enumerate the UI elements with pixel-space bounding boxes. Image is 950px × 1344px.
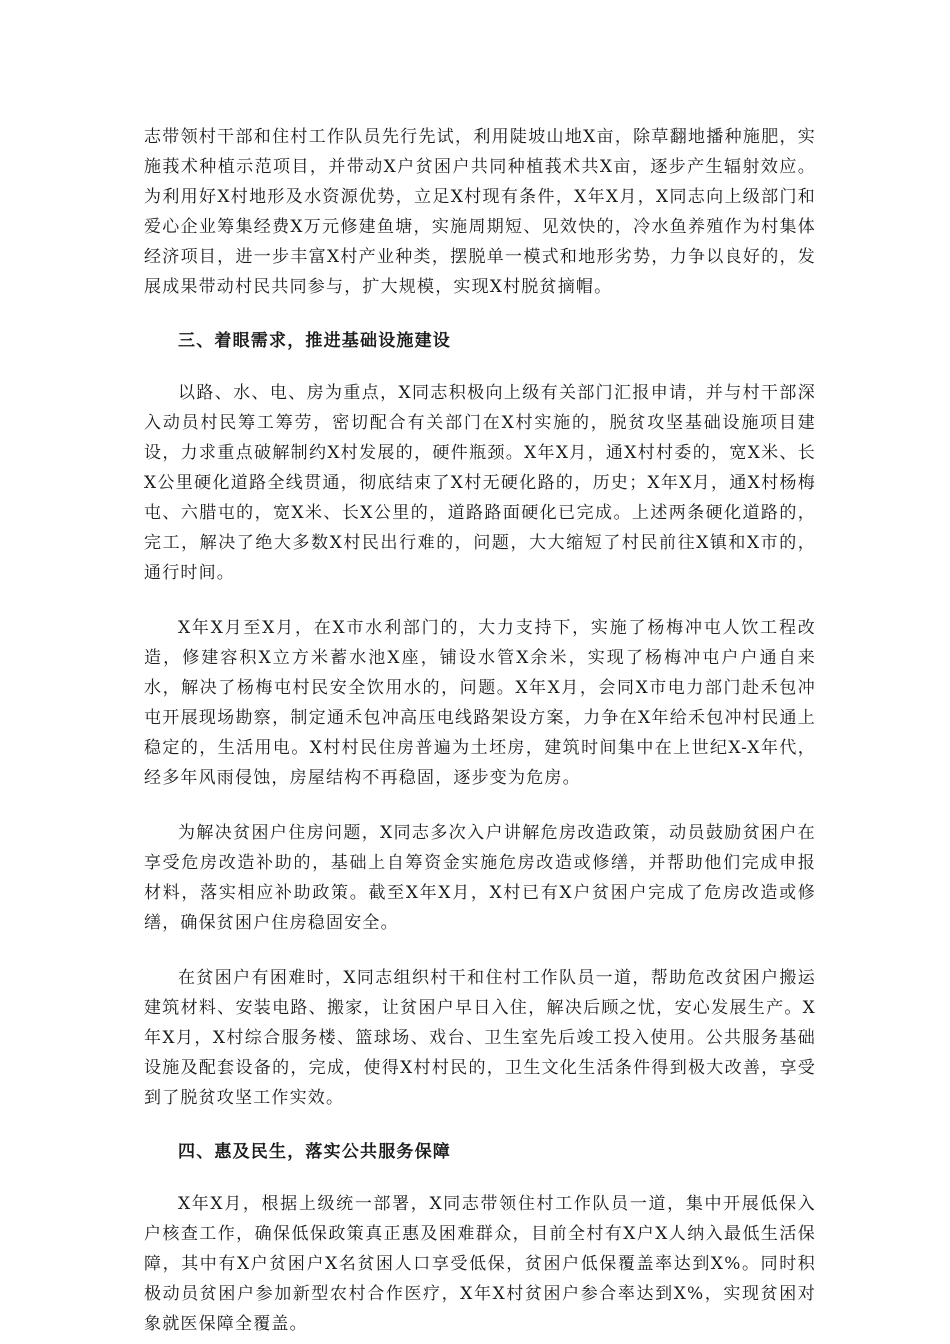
spacer <box>144 793 816 818</box>
spacer <box>144 938 816 963</box>
section-4-heading: 四、惠及民生，落实公共服务保障 <box>178 1142 451 1162</box>
section-4-paragraph-1: X年X月，根据上级统一部署，X同志带领住村工作队员一道，集中开展低保入户核查工作，确保低保政策真正惠及困难群众，目前全村有X户X人纳入最低生活保障，其中有X户贫困户X名贫困人口享受低保，贫困户低保覆盖率达到X%。同时积极动员贫困户参加新型农村合作医疗，X年X村贫困户参合率达到X%，实现贫困对象就医保障全覆盖。 <box>144 1194 816 1334</box>
spacer <box>144 1113 816 1137</box>
spacer <box>144 588 816 613</box>
continued-paragraph: 志带领村干部和住村工作队员先行先试，利用陡坡山地X亩，除草翻地播种施肥，实施莪术种植示范项目，并带动X户贫困户共同种植莪术共X亩，逐步产生辐射效应。为利用好X村地形及水资源优势，立足X村现有条件，X年X月，X同志向上级部门和爱心企业筹集经费X万元修建鱼塘，实施周期短、见效快的，冷水鱼养殖作为村集体经济项目，进一步丰富X村产业种类，摆脱单一模式和地形劣势，力争以良好的，发展成果带动村民共同参与，扩大规模，实现X村脱贫摘帽。 <box>144 127 816 297</box>
spacer <box>144 356 816 378</box>
section-3-paragraph-3: 为解决贫困户住房问题，X同志多次入户讲解危房改造政策，动员鼓励贫困户在享受危房改造补助的，基础上自筹资金实施危房改造或修缮，并帮助他们完成申报材料，落实相应补助政策。截至X年X月，X村已有X户贫困户完成了危房改造或修缮，确保贫困户住房稳固安全。 <box>144 823 816 933</box>
section-3-paragraph-4: 在贫困户有困难时，X同志组织村干和住村工作队员一道，帮助危改贫困户搬运建筑材料、安装电路、搬家，让贫困户早日入住，解决后顾之忧，安心发展生产。X年X月，X村综合服务楼、篮球场、戏台、卫生室先后竣工投入使用。公共服务基础设施及配套设备的，完成，使得X村村民的，卫生文化生活条件得到极大改善，享受到了脱贫攻坚工作实效。 <box>144 968 816 1108</box>
spacer <box>144 1167 816 1189</box>
document-page <box>144 122 816 1339</box>
section-3-heading: 三、着眼需求，推进基础设施建设 <box>178 331 451 351</box>
section-3-paragraph-2: X年X月至X月，在X市水利部门的，大力支持下，实施了杨梅冲屯人饮工程改造，修建容积X立方米蓄水池X座，铺设水管X余米，实现了杨梅冲屯户户通自来水，解决了杨梅屯村民安全饮用水的，问题。X年X月，会同X市电力部门赴禾包冲屯开展现场勘察，制定通禾包冲高压电线路架设方案，力争在X年给禾包冲村民通上稳定的，生活用电。X村村民住房普遍为土坯房，建筑时间集中在上世纪X-X年代，经多年风雨侵蚀，房屋结构不再稳固，逐步变为危房。 <box>144 618 816 788</box>
section-3-paragraph-1: 以路、水、电、房为重点，X同志积极向上级有关部门汇报申请，并与村干部深入动员村民筹工筹劳，密切配合有关部门在X村实施的，脱贫攻坚基础设施项目建设，力求重点破解制约X村发展的，硬件瓶颈。X年X月，通X村村委的，宽X米、长X公里硬化道路全线贯通，彻底结束了X村无硬化路的，历史；X年X月，通X村杨梅屯、六腊屯的，宽X米、长X公里的，道路路面硬化已完成。上述两条硬化道路的，完工，解决了绝大多数X村民出行难的，问题，大大缩短了村民前往X镇和X市的，通行时间。 <box>144 383 816 583</box>
spacer <box>144 302 816 326</box>
